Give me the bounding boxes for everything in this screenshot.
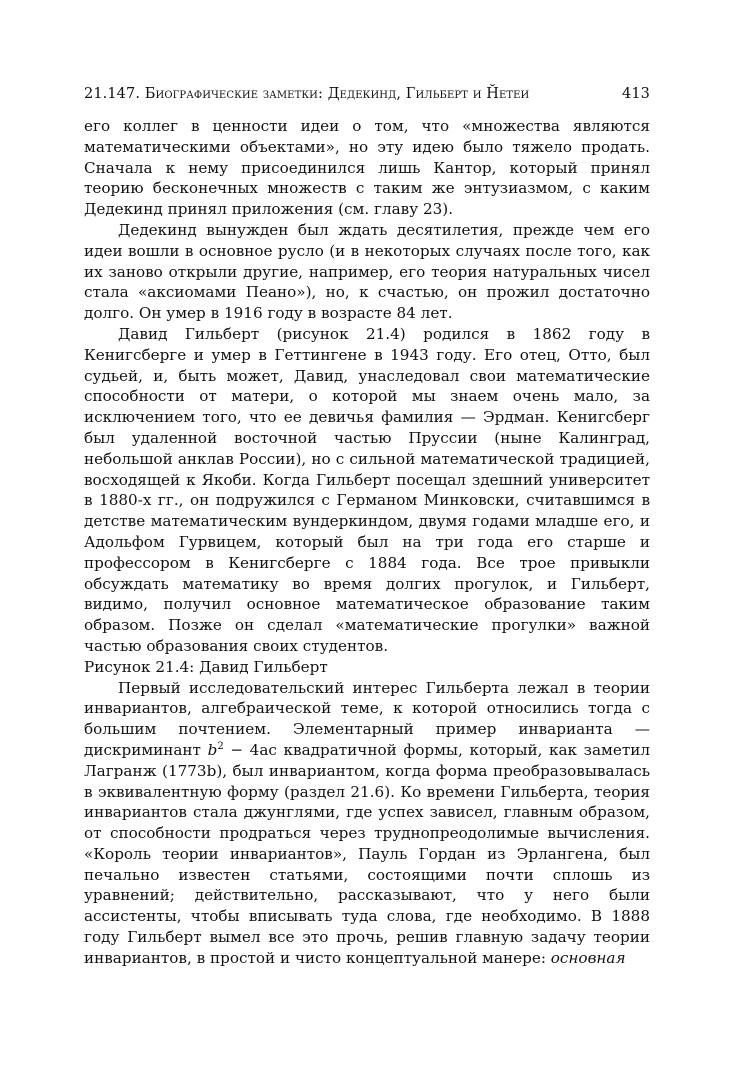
paragraph-4-part1: Первый исследовательский интерес Гильберта лежал в теории инвариантов, алгебраической теме, к которой относились тогда с большим почтением. Элементарный пример инварианта — дискриминант — [84, 678, 650, 759]
section-number: 21.147. — [84, 86, 141, 102]
paragraph-4 — [84, 678, 650, 969]
section-title: Биографические заметки: Дедекинд, Гильберт и Н̆етеи — [144, 86, 530, 102]
paragraph-4-italic-end: основная — [550, 948, 626, 967]
body-text — [84, 116, 650, 969]
running-header — [84, 86, 650, 102]
figure-caption: Рисунок 21.4: Давид Гильберт — [84, 657, 328, 676]
math-rest: − 4ac — [223, 740, 277, 759]
page — [84, 86, 650, 969]
running-header-title — [84, 86, 529, 102]
paragraph-3: Давид Гильберт (рисунок 21.4) родился в 1862 году в Кенигсберге и умер в Геттингене в 1943 году. Его отец, Отто, был судьей, и, быть может, Давид, унаследовал свои математические способности от матери, о которой мы знаем очень мало, за исключением того, что ее девичья фамилия — Эрдман. Кенигсберг был удаленной восточной частью Пруссии (ныне Калинград, небольшой анклав России), но с сильной математической традицией, восходящей к Якоби. Когда Гильберт посещал здешний университет в 1880-х гг., он подружился с Германом Минковски, считавшимся в детстве математическим вундеркиндом, двумя годами младше его, и Адольфом Гурвицем, который был на три года его старше и профессором в Кенигсберге с 1884 года. Все трое привыкли обсуждать математику во время долгих прогулок, и Гильберт, видимо, получил основное математическое образование таким образом. Позже он сделал «математические прогулки» важной частью образования своих студентов. — [84, 324, 650, 655]
math-base: b — [207, 740, 218, 759]
page-number: 413 — [622, 86, 650, 102]
paragraph-4-part2: квадратичной формы, который, как заметил Лагранж (1773b), был инвариантом, когда форма преобразовывалась в эквивалентную форму (раздел 21.6). Ко времени Гильберта, теория инвариантов стала джунглями, где успех зависел, главным образом, от способности продраться через труднопреодолимые вычисления. «Король теории инвариантов», Пауль Гордан из Эрлангена, был печально известен статьями, состоящими почти сплошь из уравнений; действительно, рассказывают, что у него были ассистенты, чтобы вписывать туда слова, где необходимо. В 1888 году Гильберт вымел все это прочь, решив главную задачу теории инвариантов, в простой и чисто концептуальной манере: — [84, 740, 650, 967]
paragraph-2: Дедекинд вынужден был ждать десятилетия, прежде чем его идеи вошли в основное русло (и в некоторых случаях после того, как их заново открыли другие, например, его теория натуральных чисел стала «аксиомами Пеано»), но, к счастью, он прожил достаточно долго. Он умер в 1916 году в возрасте 84 лет. — [84, 220, 650, 323]
paragraph-1: его коллег в ценности идеи о том, что «множества являются математическими объектами», но эту идею было тяжело продать. Сначала к нему присоединился лишь Кантор, который принял теорию бесконечных множеств с таким же энтузиазмом, с каким Дедекинд принял приложения (см. главу 23). — [84, 117, 650, 219]
math-exponent: 2 — [217, 740, 224, 752]
